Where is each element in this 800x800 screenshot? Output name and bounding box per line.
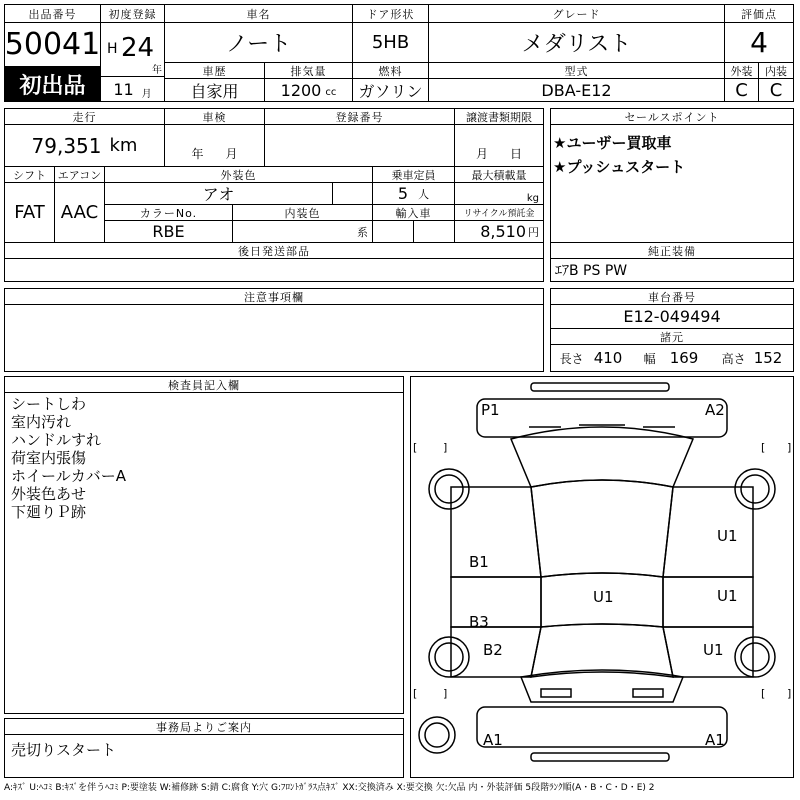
mark: U1 <box>717 527 738 545</box>
rear-bumper <box>477 707 727 747</box>
caution-section <box>4 288 544 372</box>
inspection-label: 車検 <box>165 109 265 125</box>
damage-marks <box>469 401 738 749</box>
svg-text:[: [ <box>761 687 766 700</box>
recycle-unit: 円 <box>528 225 539 239</box>
grade-label: グレード <box>429 5 725 23</box>
svg-text:]: ] <box>443 441 448 454</box>
mark: A2 <box>705 401 725 419</box>
ac: AAC <box>55 183 105 243</box>
era: H <box>107 41 118 57</box>
car-diagram <box>410 376 794 778</box>
inspector-line: ハンドルすれ <box>11 431 102 449</box>
roof-front <box>531 480 673 577</box>
model: DBA-E12 <box>429 79 725 101</box>
model-label: 型式 <box>429 63 725 79</box>
mark: P1 <box>481 401 500 419</box>
color-blank <box>333 183 373 205</box>
transfer-label: 譲渡書類期限 <box>455 109 543 125</box>
right-rear-door <box>663 577 753 627</box>
width-label: 幅 <box>643 351 656 366</box>
ext-grade: C <box>725 79 759 101</box>
fuel: ガソリン <box>353 79 429 101</box>
recycle: 8,510 <box>480 222 526 241</box>
insp-month-unit: 月 <box>225 147 238 161</box>
score: 4 <box>725 23 793 63</box>
length-cell <box>551 345 631 371</box>
recycle-cell <box>455 221 543 243</box>
int-grade: C <box>769 79 783 101</box>
spec-label: 諸元 <box>551 329 793 345</box>
regno-label: 登録番号 <box>265 109 455 125</box>
sales-section <box>550 108 794 282</box>
mileage: 79,351 <box>31 133 102 158</box>
car-outline-svg <box>411 377 793 777</box>
legend-footer: A:ｷｽﾞ U:ﾍｺﾐ B:ｷｽﾞを伴うﾍｺﾐ P:要塗装 W:補修跡 S:錆 C:腐食 Y:穴 G:ﾌﾛﾝﾄｶﾞﾗｽ点ｷｽﾞ XX:交換済み X:要交換 欠:欠品 内・外装評価 5段階ﾗﾝｸ順(A・B・C・D・E) 2 <box>4 783 655 793</box>
equip-label: 純正装備 <box>551 243 793 259</box>
car-name: ノート <box>165 23 353 63</box>
disp-cell <box>265 79 353 101</box>
sales-point: ★プッシュスタート <box>553 158 686 176</box>
equip: ｴｱB PS PW <box>555 263 628 279</box>
front-bumper <box>477 399 727 437</box>
office-text: 売切りスタート <box>11 741 117 759</box>
length-label: 長さ <box>559 351 584 366</box>
inspector-section <box>4 376 404 714</box>
transfer-cell <box>455 125 543 167</box>
hood <box>511 427 693 487</box>
fuel-label: 燃料 <box>353 63 429 79</box>
ac-label: エアコン <box>55 167 105 183</box>
mark: B2 <box>483 641 503 659</box>
year-unit: 年 <box>152 65 162 76</box>
regno <box>265 125 455 167</box>
height-label: 高さ <box>721 351 746 366</box>
sales-point: ★ユーザー買取車 <box>553 134 672 152</box>
inspector-line: 下廻りＰ跡 <box>11 503 87 521</box>
svg-text:]: ] <box>787 687 792 700</box>
left-rear-door <box>451 577 541 627</box>
inspector-line: 外装色あせ <box>11 485 87 503</box>
width-cell <box>631 345 711 371</box>
chassis-label: 車台番号 <box>551 289 793 305</box>
intcolor-unit: 系 <box>233 221 373 243</box>
later-parts <box>5 259 543 281</box>
import-label: 輸入車 <box>373 205 455 221</box>
history: 自家用 <box>165 79 265 101</box>
mark: A1 <box>705 731 725 749</box>
caution-label: 注意事項欄 <box>5 289 543 305</box>
history-label: 車歴 <box>165 63 265 79</box>
door-label: ドア形状 <box>353 5 429 23</box>
mark: A1 <box>483 731 503 749</box>
displacement: 1200 <box>280 80 322 100</box>
length: 410 <box>593 349 623 367</box>
detail-section <box>4 108 544 282</box>
svg-text:[: [ <box>761 441 766 454</box>
office-label: 事務局よりご案内 <box>5 719 403 735</box>
header-section <box>4 4 794 102</box>
color: アオ <box>105 183 333 205</box>
shift-label: シフト <box>5 167 55 183</box>
shift: FAT <box>5 183 55 243</box>
mark: U1 <box>703 641 724 659</box>
rear-window <box>531 624 673 677</box>
capacity-cell <box>373 183 455 205</box>
reg-date <box>101 23 165 77</box>
capacity: 5 <box>397 184 409 203</box>
load-unit: kg <box>455 183 543 205</box>
mileage-label: 走行 <box>5 109 165 125</box>
colorno: RBE <box>105 221 233 243</box>
sales-points <box>551 125 793 243</box>
mileage-unit: km <box>109 135 138 156</box>
mark: U1 <box>717 587 738 605</box>
inspection-cell <box>165 125 265 167</box>
chassis: E12-049494 <box>551 305 793 329</box>
office-section <box>4 718 404 778</box>
name-label: 車名 <box>165 5 353 23</box>
inspector-line: ホイールカバーA <box>11 467 126 485</box>
later-label: 後日発送部品 <box>5 243 543 259</box>
sales-label: セールスポイント <box>551 109 793 125</box>
month-unit: 月 <box>141 88 152 100</box>
intcolor-label: 内装色 <box>233 205 373 221</box>
tr-day-unit: 日 <box>510 147 523 161</box>
svg-text:[: [ <box>413 687 418 700</box>
import-cell-b <box>414 221 455 243</box>
import-cell-a <box>373 221 414 243</box>
disp-label: 排気量 <box>265 63 353 79</box>
lot-no-label: 出品番号 <box>5 5 101 23</box>
inspector-line: 荷室内張傷 <box>11 449 87 467</box>
reg-month: 11 <box>113 79 134 99</box>
height: 152 <box>753 349 783 367</box>
reg-month-cell <box>101 77 165 101</box>
inspector-line: シートしわ <box>11 395 87 413</box>
chassis-section <box>550 288 794 372</box>
capacity-label: 乗車定員 <box>373 167 455 183</box>
door-type: 5HB <box>353 23 429 63</box>
inspector-notes <box>11 395 126 521</box>
tr-month-unit: 月 <box>475 147 488 161</box>
ext-label: 外装 <box>725 63 759 79</box>
mileage-cell <box>5 125 165 167</box>
lot-no: 50041 <box>5 23 101 67</box>
capacity-unit: 人 <box>418 187 430 201</box>
score-label: 評価点 <box>725 5 793 23</box>
color-label: 外装色 <box>105 167 373 183</box>
svg-text:]: ] <box>443 687 448 700</box>
grade: メダリスト <box>429 23 725 63</box>
front-bumper-top <box>531 383 669 391</box>
int-label: 内装 <box>759 63 793 79</box>
colorno-label: カラーNo. <box>105 205 233 221</box>
first-listing-badge: 初出品 <box>5 67 101 101</box>
width: 169 <box>669 349 699 367</box>
recycle-label: リサイクル預託金 <box>455 205 543 221</box>
mark: U1 <box>593 588 614 606</box>
mark: B3 <box>469 613 489 631</box>
inspector-label: 検査員記入欄 <box>5 377 403 393</box>
disp-unit: cc <box>325 86 337 98</box>
mark: B1 <box>469 553 489 571</box>
svg-text:]: ] <box>787 441 792 454</box>
inspector-line: 室内汚れ <box>11 413 72 431</box>
svg-text:[: [ <box>413 441 418 454</box>
insp-year-unit: 年 <box>191 147 204 161</box>
load-label: 最大積載量 <box>455 167 543 183</box>
reg-label: 初度登録 <box>101 5 165 23</box>
height-cell <box>711 345 793 371</box>
reg-year: 24 <box>121 33 155 63</box>
